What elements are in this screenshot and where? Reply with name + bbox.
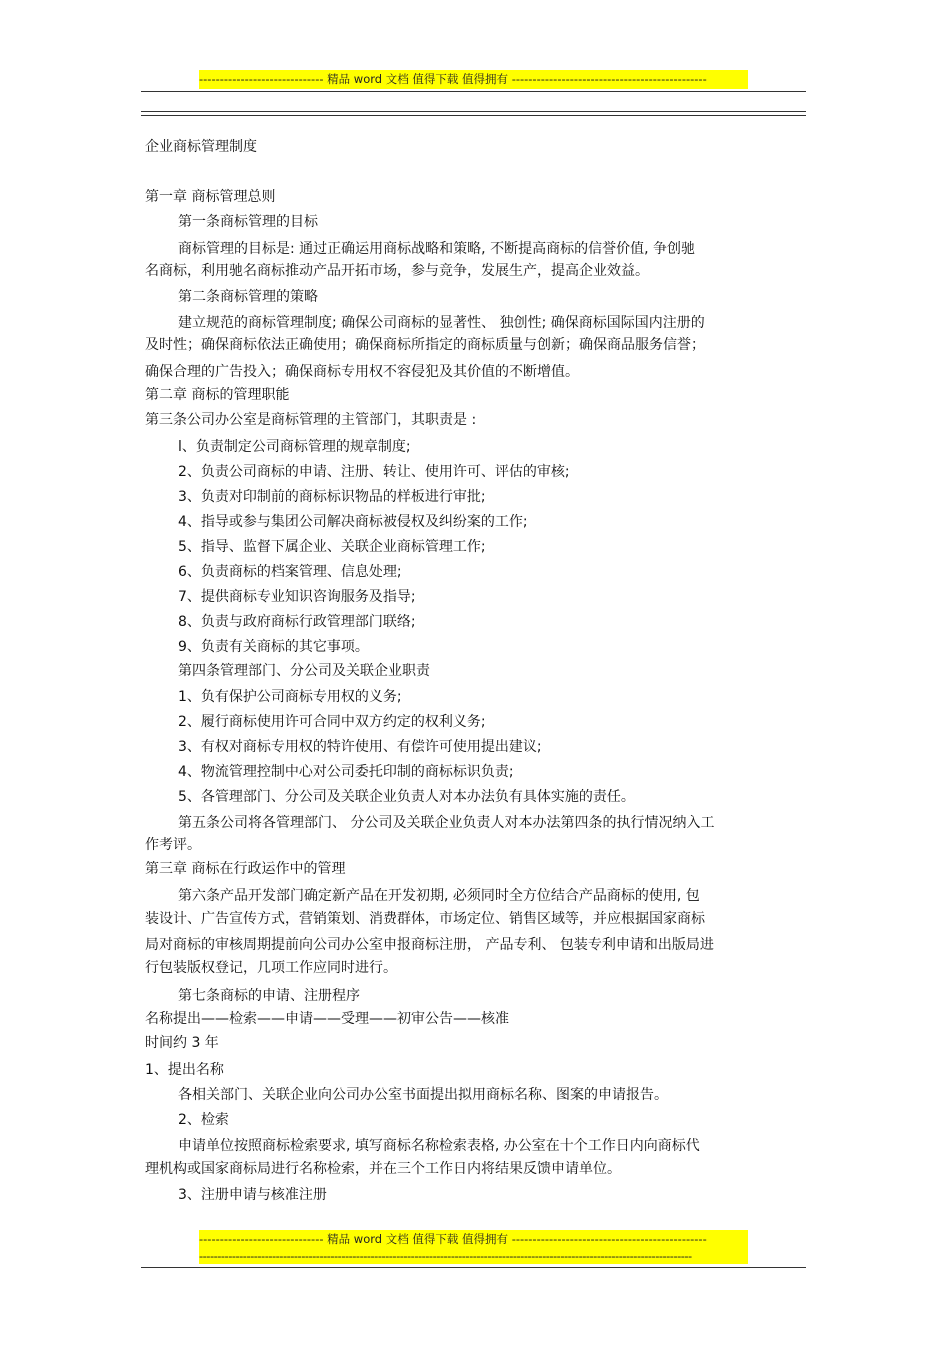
article-4-heading: 第四条管理部门、分公司及关联企业职责 xyxy=(178,663,430,679)
paragraph-line: 作考评。 xyxy=(145,837,201,853)
chapter-3-heading: 第三章 商标在行政运作中的管理 xyxy=(145,861,346,877)
footer-rule xyxy=(141,1267,806,1268)
chapter-2-heading: 第二章 商标的管理职能 xyxy=(145,387,290,403)
footer-banner xyxy=(199,1230,748,1264)
list-item: 7、提供商标专业知识咨询服务及指导; xyxy=(178,589,416,605)
header-banner xyxy=(199,70,748,89)
list-item: 3、负责对印制前的商标标识物品的样板进行审批; xyxy=(178,489,486,505)
paragraph-line: 行包装版权登记，几项工作应同时进行。 xyxy=(145,960,397,976)
procedure-flow: 名称提出——检索——申请——受理——初审公告——核准 xyxy=(145,1011,509,1027)
paragraph-line: 局对商标的审核周期提前向公司办公室申报商标注册， 产品专利、 包装专利申请和出版局进 xyxy=(145,937,714,953)
list-item: 9、负责有关商标的其它事项。 xyxy=(178,639,369,655)
list-item: l、负责制定公司商标管理的规章制度; xyxy=(178,439,411,455)
article-3-heading: 第三条公司办公室是商标管理的主管部门，其职责是 : xyxy=(145,412,477,428)
paragraph-line: 名商标，利用驰名商标推动产品开拓市场，参与竞争，发展生产，提高企业效益。 xyxy=(145,263,649,279)
article-2-heading: 第二条商标管理的策略 xyxy=(178,289,318,305)
chapter-1-heading: 第一章 商标管理总则 xyxy=(145,189,276,205)
header-banner-text: ------------------------------ 精品 word 文档 值得下载 值得拥有 ----------------------------------------------- xyxy=(199,72,707,86)
header-rule-3 xyxy=(141,115,806,116)
list-item: 8、负责与政府商标行政管理部门联络; xyxy=(178,614,416,630)
paragraph-line: 建立规范的商标管理制度; 确保公司商标的显著性、 独创性; 确保商标国际国内注册的 xyxy=(178,315,705,331)
article-5-line: 第五条公司将各管理部门、 分公司及关联企业负责人对本办法第四条的执行情况纳入工 xyxy=(178,815,715,831)
list-item: 1、负有保护公司商标专用权的义务; xyxy=(178,689,402,705)
paragraph-line: 理机构或国家商标局进行名称检索，并在三个工作日内将结果反馈申请单位。 xyxy=(145,1161,621,1177)
article-1-heading: 第一条商标管理的目标 xyxy=(178,214,318,230)
footer-banner-text: ------------------------------ 精品 word 文档 值得下载 值得拥有 ----------------------------------------------- xyxy=(199,1232,707,1246)
list-item: 3、有权对商标专用权的特许使用、有偿许可使用提出建议; xyxy=(178,739,542,755)
step-heading: 2、检索 xyxy=(178,1112,229,1128)
procedure-duration: 时间约 3 年 xyxy=(145,1035,219,1051)
paragraph-line: 确保合理的广告投入；确保商标专用权不容侵犯及其价值的不断增值。 xyxy=(145,364,579,380)
list-item: 5、各管理部门、分公司及关联企业负责人对本办法负有具体实施的责任。 xyxy=(178,789,635,805)
paragraph-line: 申请单位按照商标检索要求, 填写商标名称检索表格, 办公室在十个工作日内向商标代 xyxy=(178,1138,700,1154)
footer-banner-text-2: --------------------------------------------------------------------------------------------------------------------------------------- xyxy=(199,1249,692,1263)
paragraph-line: 各相关部门、关联企业向公司办公室书面提出拟用商标名称、图案的申请报告。 xyxy=(178,1087,668,1103)
header-rule-1 xyxy=(141,91,806,92)
paragraph-line: 商标管理的目标是: 通过正确运用商标战略和策略, 不断提高商标的信誉价值, 争创驰 xyxy=(178,241,695,257)
article-6-line: 第六条产品开发部门确定新产品在开发初期, 必须同时全方位结合产品商标的使用, 包 xyxy=(178,888,700,904)
header-rule-2 xyxy=(141,111,806,112)
paragraph-line: 及时性；确保商标依法正确使用；确保商标所指定的商标质量与创新；确保商品服务信誉； xyxy=(145,337,705,353)
list-item: 5、指导、监督下属企业、关联企业商标管理工作; xyxy=(178,539,486,555)
list-item: 6、负责商标的档案管理、信息处理; xyxy=(178,564,402,580)
list-item: 2、履行商标使用许可合同中双方约定的权利义务; xyxy=(178,714,486,730)
list-item: 2、负责公司商标的申请、注册、转让、使用许可、评估的审核; xyxy=(178,464,570,480)
list-item: 4、指导或参与集团公司解决商标被侵权及纠纷案的工作; xyxy=(178,514,528,530)
step-heading: 1、提出名称 xyxy=(145,1062,224,1078)
step-heading: 3、注册申请与核准注册 xyxy=(178,1187,327,1203)
paragraph-line: 装设计、广告宣传方式，营销策划、消费群体，市场定位、销售区域等，并应根据国家商标 xyxy=(145,911,705,927)
document-title: 企业商标管理制度 xyxy=(145,139,257,155)
list-item: 4、物流管理控制中心对公司委托印制的商标标识负责; xyxy=(178,764,514,780)
article-7-heading: 第七条商标的申请、注册程序 xyxy=(178,988,360,1004)
